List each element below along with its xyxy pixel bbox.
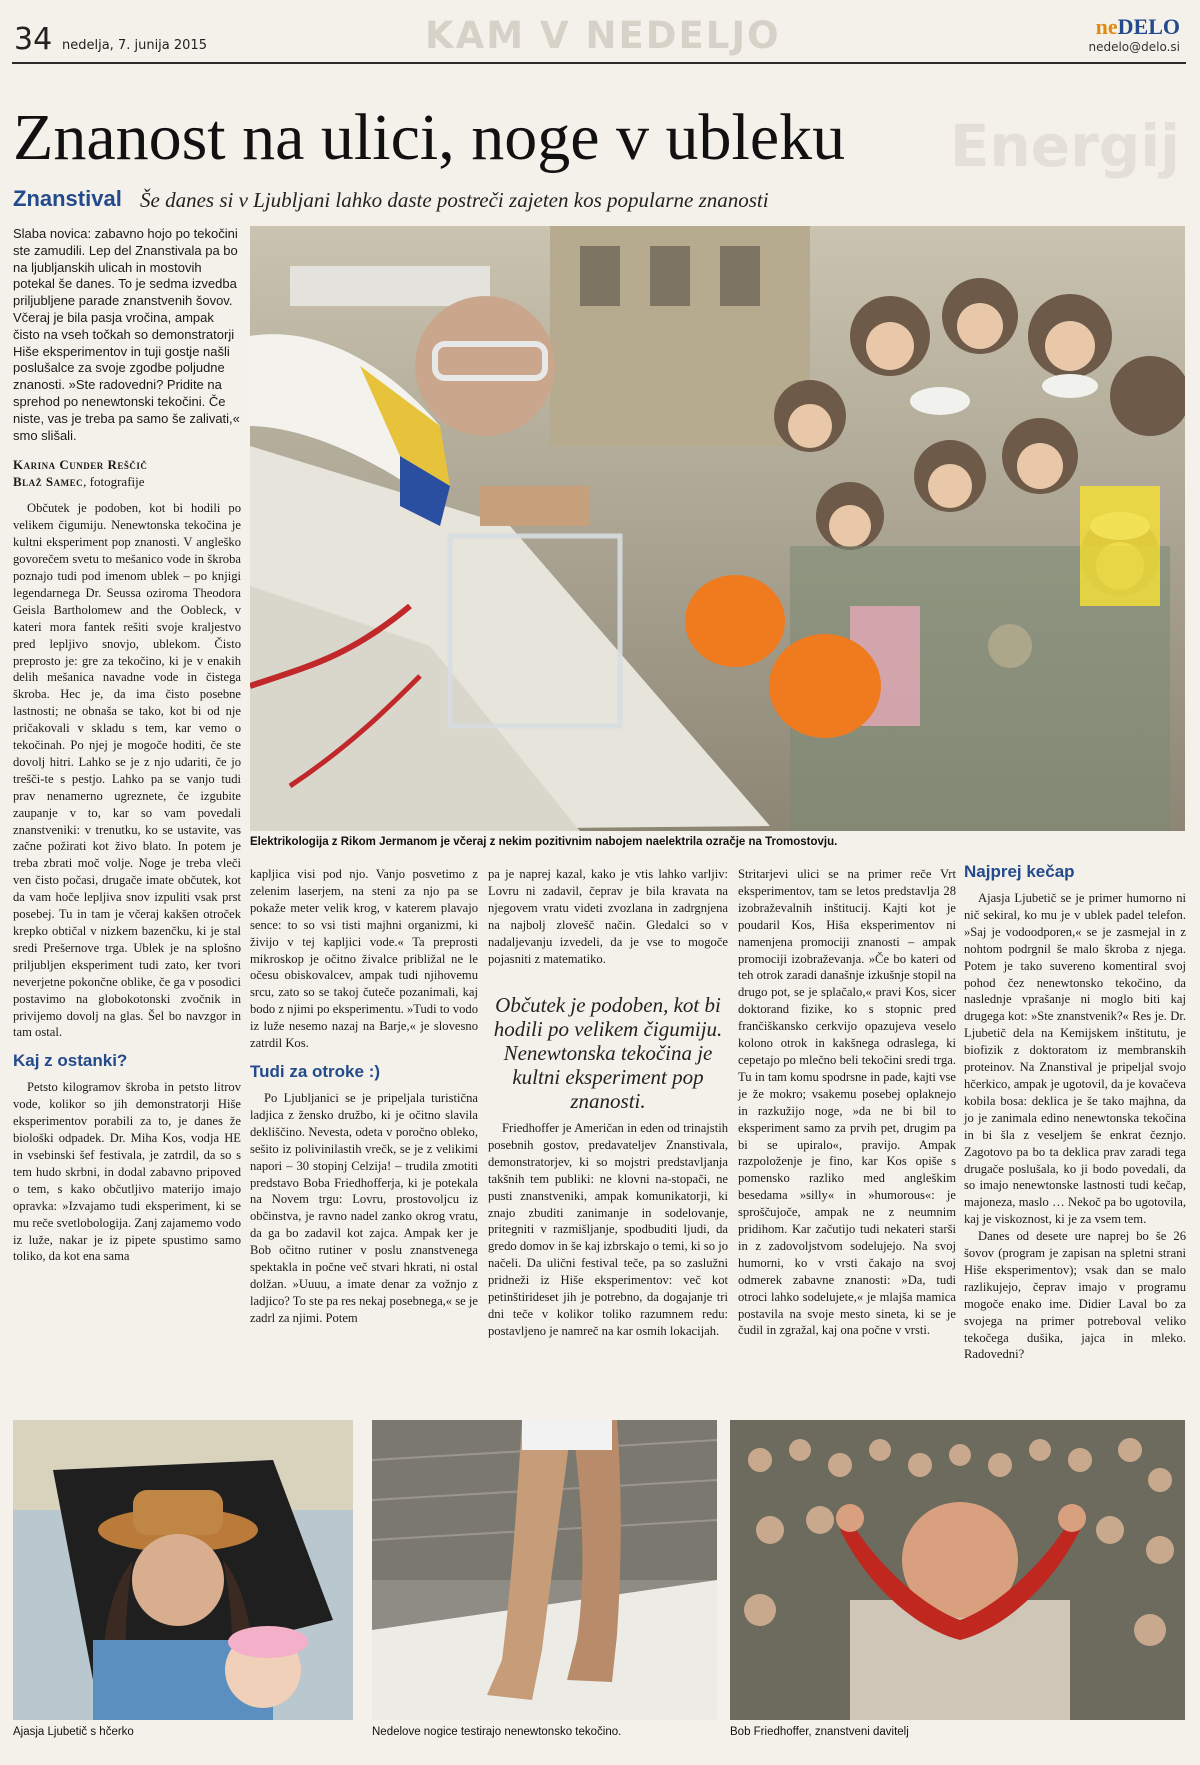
column-2 xyxy=(250,866,478,1327)
photo-bob-caption: Bob Friedhoffer, znanstveni davitelj xyxy=(730,1726,909,1738)
contact-email[interactable]: nedelo@delo.si xyxy=(1088,40,1180,54)
header-rule xyxy=(12,62,1186,64)
subhead-najprej-kecap: Najprej kečap xyxy=(964,862,1075,881)
author-name: Karina Cunder Reščič xyxy=(13,457,148,473)
headline: Znanost na ulici, noge v ubleku xyxy=(13,101,846,174)
column-4 xyxy=(738,866,956,1339)
logo-delo: DELO xyxy=(1117,14,1180,39)
column-3-lower xyxy=(488,1120,728,1340)
body-paragraph: Občutek je podoben, kot bi hodili po velikem čigumiju. Nenewtonska tekočina je kultni eksperiment pop znanosti. V angleško govorečem svetu to mešanico vode in škroba poznajo tudi pod imenom ublek – po knjigi legendarnega Dr. Seussa oziroma Theodora Geisla Bartholomew and the Oobleck, v kateri mora fantek rešiti svoje kraljestvo pred lepljivo snovjo, ublekom. Čisto preprosto je: gre za tekočino, ki je v enakih delih mešanica navadne vode in čistega škroba. Hec je, da ima čisto posebne lastnosti; ne obnaša se tako, kot bi od nje pričakovali v skladu s tem, kar vemo o tekočinah. Po njej je mogoče hoditi, če ste dovolj hitri. Lahko se je z njo udariti, če jo trešči-te s pestjo. Lahko pa se vanjo tudi prav nenamerno ugreznete, če izgubite zaupanje v to, kar so vam povedali znanstveniki: v trenutku, ko se ustavite, vas začne požirati kot živo blato. In potem je treba zbrati moč volje. Noge je treba vleči ven čisto počasi, drugače imate občutek, kot da vam hoče lepljiva snov izpuliti vsak prst posebej. Tu in tam je včeraj kakšen otroček krepko obtičal v nizkem bazenčku, ki je stal sredi Prešernove trga. Ublek je na splošno priljubljen eksperiment tudi zato, ker tvori neverjetne pokončne oblike, če ga v posodici postavimo na globokotonski zvočnik in privijemo dovolj na glas. Šel bo navzgor in tam ostal. xyxy=(13,501,241,1040)
byline xyxy=(13,456,241,490)
photo-feet xyxy=(372,1420,717,1720)
section-title: KAM V NEDELJO xyxy=(425,14,781,57)
body-paragraph: pa je naprej kazal, kako je vtis lahko varljiv: Lovru ni zadavil, čeprav je bila kravata na njegovem vratu videti zvozlana in zadrgnjena na najbolj zlovešč način. Gledalci so v nadaljevanju izvedeli, da je vse to mogoče pojasniti z matematiko. xyxy=(488,867,728,966)
main-photo xyxy=(250,226,1185,831)
bleed-through-text: Energij xyxy=(949,112,1180,180)
body-paragraph: Petsto kilogramov škroba in petsto litrov vode, kolikor so jih demonstratorji Hiše eksperimentov porabili za to, je danes že biološki odpadek. Dr. Miha Kos, vodja HE in vsebinski šef festivala, je zatrdil, da so s tem hudo skrbni, in dodal zabavno pripoved o tem, s kako občutljivo materijo imajo opravka: »Izvajamo tudi eksperiment, ki se mu reče svetlobologija. Zanj zajamemo vodo iz luže, nakar je iz pipete spustimo samo toliko, da kot ena sama xyxy=(13,1080,241,1264)
deck: Še danes si v Ljubljani lahko daste postreči zajeten kos popularne znanosti xyxy=(140,188,769,212)
body-paragraph: kapljica visi pod njo. Vanjo posvetimo z zelenim laserjem, na steni za njo pa se pokaže meter velik krog, v katerem plavajo sence: to so vsi tisti majhni organizmi, ki živijo v tej kapljici vode.« Ta preprosti mikroskop je očitno živalce približal ne le očesu obiskovalcev, ampak tudi njihovemu srcu, zato so se takoj čuteče pozanimali, kaj bodo z njimi po eksperimentu. »Tudi to vodo iz luže nesemo nazaj na Barje,« je slovesno zatrdil Kos. xyxy=(250,867,478,1051)
lead-paragraph xyxy=(13,226,241,444)
body-paragraph: Ajasja Ljubetič se je primer humorno ni nič sekiral, ko mu je v ublek padel telefon. »Saj je vodoodporen,« se je zasmejal in z nohtom podrgnil še malo škroba z njega. Potem je tako suvereno komentiral svoj pohod čez nenewtonsko tekočino, da naslednje vprašanje ni moglo biti kaj drugega kot: »Ste znanstvenik?« Res je. Dr. Ljubetič dela na Kemijskem inštitutu, je biofizik z doktoratom iz membranskih proteinov. Na Znanstival je pripeljal svojo hčerkico, ampak je ugotovil, da je kovačeva kobila bosa: deklica je še tako majhna, da jo je zanimala edino nenewtonska tekočina in bi šla z veseljem še enkrat čeznjo. Zagotovo pa bo ta deklica prav zaradi tega drugače poslušala, ko ji bodo povedali, da so imajo nenewtonske lastnosti tudi kečap, majoneza, maslo … Nekoč pa bo ugotovila, kaj je viskoznost, ki je za vsem tem. xyxy=(964,891,1186,1227)
photographer-role: , fotografije xyxy=(83,474,145,490)
photo-feet-scene xyxy=(372,1420,717,1720)
photo-bob-scene xyxy=(730,1420,1185,1720)
newspaper-logo xyxy=(1096,14,1180,40)
subhead-kaj-z-ostanki: Kaj z ostanki? xyxy=(13,1051,128,1071)
column-3 xyxy=(488,866,728,967)
page-number: 34 xyxy=(14,22,53,57)
photo-ajasja-caption: Ajasja Ljubetič s hčerko xyxy=(13,1726,134,1738)
logo-ne: ne xyxy=(1095,14,1118,39)
body-paragraph: Po Ljubljanici se je pripeljala turistična ladjica z žensko družbo, ki je očitno slavila dekliščino. Nevesta, odeta v poročno obleko, sešito iz polivinilastih vrečk, se je z velikimi napori – 30 stopinj Celzija! – trudila zmotiti predstavo Boba Friedhofferja, ki je potekala na Novem trgu: Lovru, prostovoljcu iz občinstva, je ravno nadel zanko okrog vratu, da ga bo zadavil kot zajca. Ampak ker je Bob očitno rutiner v poslu znanstvenega spektakla in počne več stvari hkrati, ni ostal dolžan. »Uuuu, a imate denar za vožnjo z ladjico? To ste pa res nekaj posebnega,« se je zadrl za njimi. Potem xyxy=(250,1090,478,1325)
lead-text: Slaba novica: zabavno hojo po tekočini ste zamudili. Lep del Znanstivala pa bo na ljubljanskih ulicah in mostovih potekal še danes. To je sedma izvedba priljubljene parade znanstvenih šovov. Včeraj je bila pasja vročina, ampak čisto na vseh točkah so demonstratorji Hiše eksperimentov in tuji gostje našli poslušalce za svoje zgodbe poljudne znanosti. »Ste radovedni? Pridite na sprehod po nenewtonski tekočini. Če niste, vas je treba pa samo še zalivati,« smo slišali. xyxy=(13,226,240,443)
column-1 xyxy=(13,226,241,1265)
kicker: Znanstival xyxy=(13,186,122,211)
photo-feet-caption: Nedelove nogice testirajo nenewtonsko tekočino. xyxy=(372,1726,622,1738)
photo-ajasja xyxy=(13,1420,353,1720)
photographer-name: Blaž Samec xyxy=(13,474,84,490)
photo-bob xyxy=(730,1420,1185,1720)
subhead-tudi-za-otroke: Tudi za otroke :) xyxy=(250,1061,381,1081)
photo-ajasja-scene xyxy=(13,1420,353,1720)
body-paragraph: Danes od desete ure naprej bo še 26 šovov (program je zapisan na spletni strani Hiše eksperimentov); vsak dan se malo razlikujejo, čeprav imajo v programu mogoče enako ime. Didier Laval bo za svojega na primer potreboval veliko tekočega dušika, jajca in mleko. Radovedni? xyxy=(964,1229,1186,1362)
pull-quote: Občutek je podoben, kot bi hodili po velikem čigumiju. Nenewtonska tekočina je kultni eksperiment pop znanosti. xyxy=(493,993,723,1113)
body-paragraph: Stritarjevi ulici se na primer reče Vrt eksperimentov, tam se letos predstavlja 28 izobraževalnih inštitucij. Kajti kot je poudaril Kos, Hiša eksperimentov ni namenjena promociji znanosti – ampak promociji izobraževanja. »Če bo kateri od teh otrok zaradi današnje izkušnje stopil na drugo pot, se je splačalo,« pravi Kos, sicer doktorand fizike, ko s stopnic pred frančiškansko cerkvijo opazujeva veselo kolono otrok in kakšnega odraslega, ki cepetajo po mlečno beli tekočini sredi trga. Tu in tam komu spodrsne in pade, kajti vse je že mokro; vsakemu posebej oplaknejo in razkužijo noge, »da ne bi bil to eksperiment samo za prvih pet, drugim pa bi se upiralo«, pravijo. Ampak razpoloženje je fino, kar Kos opiše s pomensko razliko med angleškim besedama »silly« in »humorous«: je sproščujoče, ampak ne z neumnim pridihom. Kar začutijo tudi nekateri starši in z zadovoljstvom sodelujejo. Na svoj humorni, ko v vrsti čakajo na svoj odmerek zabavne znanosti: »Da, tudi otroci lahko sodelujete,« je mlajša mamica postavila na svoje mesto sineta, ki se je čudil in zgražal, kaj ona počne v vrsti. xyxy=(738,867,956,1338)
main-photo-caption: Elektrikologija z Rikom Jermanom je včeraj z nekim pozitivnim nabojem naelektrila ozračje na Tromostovju. xyxy=(250,836,838,848)
main-photo-scene xyxy=(250,226,1185,831)
column-5 xyxy=(964,862,1186,1363)
body-paragraph: Friedhoffer je Američan in eden od trinajstih posebnih gostov, predavateljev Znanstivala, demonstratorjev, ki so mojstri predstavljanja takšnih tem publiki: ne klovni na-stopači, ne pusti znanstveniki, ampak komunikatorji, ki znajo zbuditi zanimanje in sodelovanje, pritegniti v razmišljanje, spodbuditi ljudi, da gredo domov in še kaj izbrskajo o temi, ki so jo načeli. Da ulični festival teče, pa so zaslužni pridneži iz Hiše eksperimentov: več kot petinštirideset jih je potrebno, da dogajanje tri dni teče v kolikor toliko razumnem redu: postavljeno je namreč na kar osmih lokacijah. xyxy=(488,1121,728,1338)
issue-date: nedelja, 7. junija 2015 xyxy=(62,38,207,53)
